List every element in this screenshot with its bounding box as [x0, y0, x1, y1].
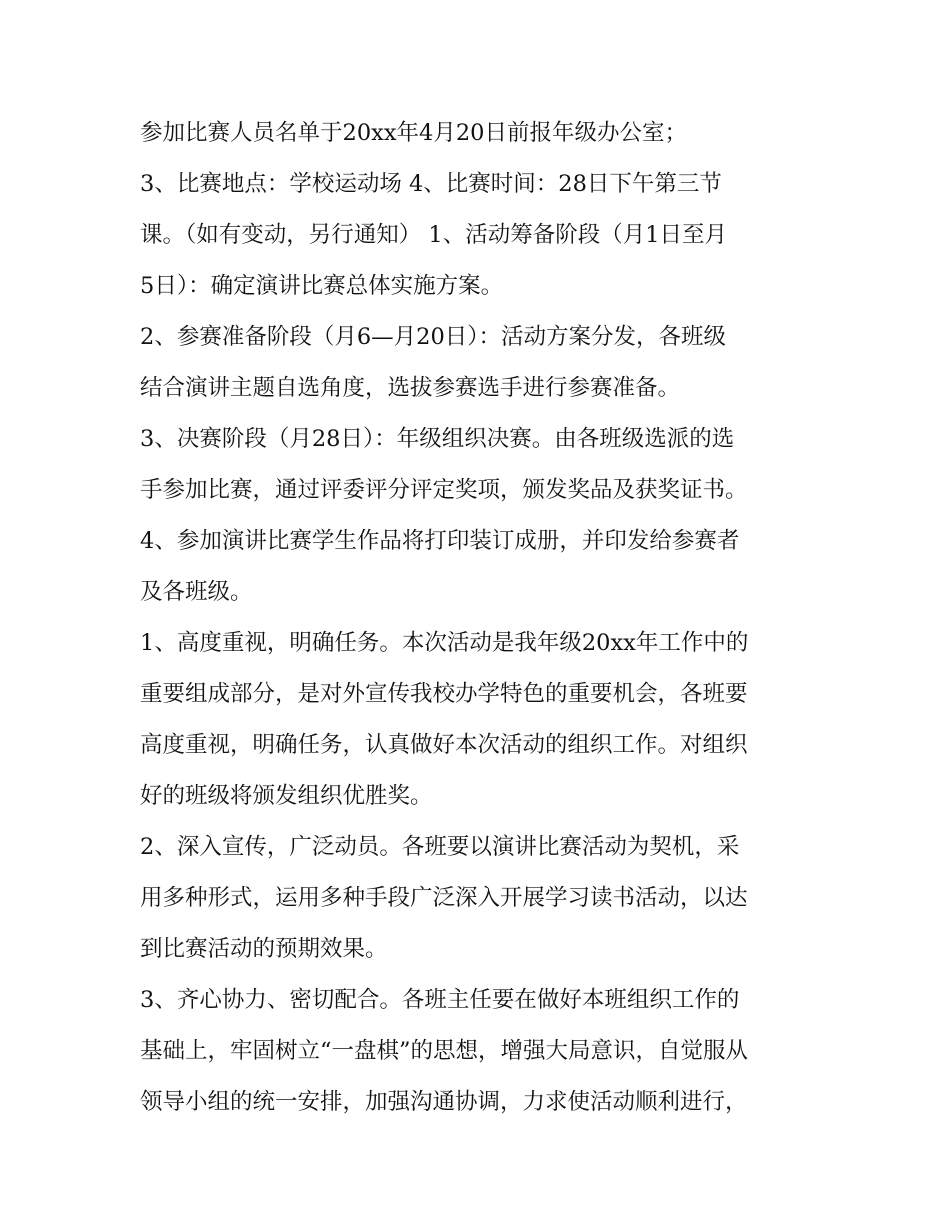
text-line: 3、齐心协力、密切配合。各班主任要在做好本班组织工作的	[140, 987, 740, 1013]
text-line: 课。（如有变动，另行通知） 1、活动筹备阶段（月1日至月	[140, 222, 728, 248]
text-line: 3、决赛阶段（月28日）：年级组织决赛。由各班级选派的选	[140, 426, 735, 452]
text-line: 2、深入宣传，广泛动员。各班要以演讲比赛活动为契机，采	[140, 834, 740, 860]
text-line: 2、参赛准备阶段（月6—月20日）：活动方案分发，各班级	[140, 324, 727, 350]
text-line: 用多种形式，运用多种手段广泛深入开展学习读书活动，以达	[140, 885, 748, 911]
text-line: 5日）：确定演讲比赛总体实施方案。	[140, 273, 504, 299]
text-line: 到比赛活动的预期效果。	[140, 936, 388, 962]
text-line: 好的班级将颁发组织优胜奖。	[140, 783, 433, 809]
text-line: 1、高度重视，明确任务。本次活动是我年级20xx年工作中的	[140, 630, 749, 656]
text-line: 及各班级。	[140, 579, 253, 605]
text-line: 高度重视，明确任务，认真做好本次活动的组织工作。对组织	[140, 732, 748, 758]
text-line: 参加比赛人员名单于20xx年4月20日前报年级办公室；	[140, 120, 687, 146]
text-line: 重要组成部分，是对外宣传我校办学特色的重要机会，各班要	[140, 681, 748, 707]
text-line: 基础上，牢固树立“一盘棋”的思想，增强大局意识，自觉服从	[140, 1038, 749, 1064]
text-line: 3、比赛地点：学校运动场 4、比赛时间：28日下午第三节	[140, 171, 722, 197]
text-line: 领导小组的统一安排，加强沟通协调，力求使活动顺利进行，	[140, 1089, 748, 1115]
text-line: 结合演讲主题自选角度，选拔参赛选手进行参赛准备。	[140, 375, 681, 401]
document-body	[140, 108, 820, 1128]
text-line: 4、参加演讲比赛学生作品将打印装订成册，并印发给参赛者	[140, 528, 740, 554]
text-line: 手参加比赛，通过评委评分评定奖项，颁发奖品及获奖证书。	[140, 477, 748, 503]
